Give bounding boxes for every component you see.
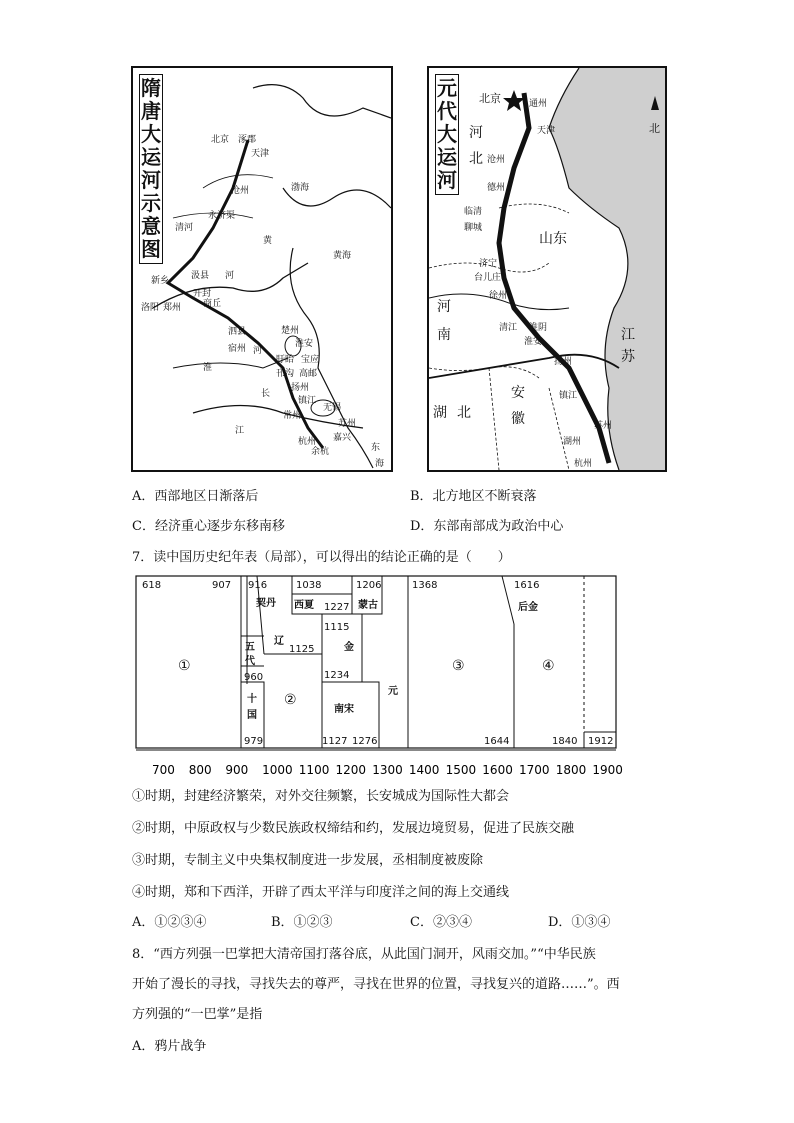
q6-option-c[interactable]: C．经济重心逐步东移南移 [132, 519, 285, 534]
map1-label: 渤海 [291, 183, 310, 193]
map1-label: 淮 [203, 363, 213, 373]
map2-label: 北京 [479, 92, 501, 105]
map1-label: 涿郡 [238, 135, 257, 145]
map1-label: 邗沟 [276, 369, 295, 379]
map2-label: 聊城 [464, 223, 483, 233]
map2-label: 南 [437, 327, 451, 343]
map1-label: 扬州 [291, 383, 310, 393]
q6-option-d[interactable]: D．东部南部成为政治中心 [410, 519, 564, 534]
map1-label: 长 [261, 389, 271, 399]
map2-label: 江 [621, 327, 635, 343]
map1-label: 黄 [263, 236, 273, 246]
q7-statement: ④时期，郑和下西洋，开辟了西太平洋与印度洋之间的海上交通线 [132, 885, 510, 900]
tl-label: 960 [244, 672, 264, 683]
period-3-label: ③ [452, 658, 465, 674]
map2-label: 徐州 [489, 291, 508, 301]
tl-label: 契丹 [256, 598, 276, 609]
map1-label: 淮安 [295, 339, 314, 349]
map1-label: 嘉兴 [333, 433, 352, 443]
tl-label: 五 [245, 642, 255, 653]
map1-label: 洛阳 [141, 303, 160, 313]
yuan-canal-map [427, 66, 667, 472]
period-2-label: ② [284, 692, 297, 708]
map2-label: 湖 [433, 405, 447, 421]
axis-tick-label: 1600 [482, 763, 513, 777]
axis-tick-label: 1400 [408, 763, 440, 777]
tl-label: 1644 [484, 736, 510, 747]
map1-label: 常州 [283, 411, 302, 421]
tl-label: 1125 [289, 644, 315, 655]
map1-label: 泗县 [228, 327, 247, 337]
map2-label: 天津 [537, 126, 556, 136]
tl-label: 1227 [324, 602, 350, 613]
q7-stem: 7．读中国历史纪年表（局部），可以得出的结论正确的是（ ） [132, 550, 511, 565]
sui-tang-map-drawing [133, 68, 391, 470]
map2-label: 台儿庄 [474, 273, 502, 283]
tl-label: 1206 [356, 580, 382, 591]
map2-label: 清江 [499, 323, 518, 333]
q7-option-a[interactable]: A．①②③④ [132, 915, 207, 930]
map1-label: 海 [375, 459, 385, 469]
tl-label: 1276 [352, 736, 378, 747]
q8-line1: 8．“西方列强一巴掌把大清帝国打落谷底，从此国门洞开，风雨交加。”“中华民族 [132, 947, 596, 962]
map1-label: 高邮 [299, 369, 318, 379]
axis-tick-label: 1100 [298, 763, 330, 777]
map1-label: 苏州 [338, 419, 357, 429]
map1-label: 永济渠 [208, 211, 236, 221]
tl-label: 1368 [412, 580, 438, 591]
axis-tick-label: 700 [152, 763, 175, 777]
tl-label: 618 [142, 580, 162, 591]
tl-label: 金 [344, 642, 354, 653]
tl-label: 907 [212, 580, 232, 591]
map2-label: 扬州 [554, 357, 573, 367]
axis-tick-label: 1800 [555, 763, 587, 777]
tl-label: 916 [248, 580, 268, 591]
tl-label: 十 [247, 694, 257, 705]
map1-label: 江 [235, 426, 245, 436]
map1-label: 商丘 [203, 299, 222, 309]
map2-label: 淮安 [524, 337, 543, 347]
map1-label: 沧州 [231, 186, 250, 196]
tl-label: 南宋 [334, 704, 354, 715]
q8-line3: 方列强的“一巴掌”是指 [132, 1007, 263, 1022]
map2-label: 临清 [464, 207, 483, 217]
sui-tang-canal-map [131, 66, 393, 472]
q6-option-b[interactable]: B．北方地区不断衰落 [410, 489, 537, 504]
q7-statement: ③时期，专制主义中央集权制度进一步发展，丞相制度被废除 [132, 853, 484, 868]
q6-option-a[interactable]: A．西部地区日渐落后 [132, 489, 259, 504]
tl-label: 后金 [518, 602, 538, 613]
map1-label: 黄海 [333, 251, 352, 261]
axis-tick-label: 1900 [592, 763, 623, 777]
map1-label: 楚州 [281, 326, 300, 336]
q7-option-b[interactable]: B．①②③ [271, 915, 333, 930]
axis-tick-label: 1200 [335, 763, 367, 777]
axis-tick-label: 1000 [262, 763, 293, 777]
axis-tick-label: 1300 [372, 763, 403, 777]
axis-tick-label: 800 [188, 763, 212, 777]
map1-label: 新乡 [151, 276, 170, 286]
map2-title: 元代大运河 [435, 74, 459, 195]
q7-option-c[interactable]: C．②③④ [410, 915, 472, 930]
map1-label: 天津 [251, 149, 270, 159]
map2-label: 河 [469, 125, 483, 141]
map2-label: 沧州 [487, 155, 506, 165]
map2-label: 安 [511, 385, 525, 401]
map1-title: 隋唐大运河示意图 [139, 74, 163, 264]
tl-label: 1234 [324, 670, 350, 681]
axis-tick-label: 900 [225, 763, 249, 777]
map2-label: 德州 [487, 183, 506, 193]
map2-label: 北 [469, 151, 483, 167]
map2-label: 淮阴 [529, 323, 548, 333]
tl-label: 元 [388, 686, 398, 697]
map1-label: 镇江 [298, 396, 317, 406]
q7-statement: ①时期，封建经济繁荣，对外交往频繁，长安城成为国际性大都会 [132, 789, 510, 804]
q7-statement: ②时期，中原政权与少数民族政权缔结和约，发展边境贸易，促进了民族交融 [132, 821, 575, 836]
map1-label: 东 [371, 443, 381, 453]
map2-label: 北 [457, 405, 471, 421]
map1-label: 余杭 [311, 447, 330, 457]
tl-label: 辽 [274, 636, 284, 647]
map1-label: 北京 [211, 135, 230, 145]
q8-option-a[interactable]: A．鸦片战争 [132, 1039, 207, 1054]
tl-label: 蒙古 [358, 600, 378, 611]
period-4-label: ④ [542, 658, 555, 674]
tl-label: 1616 [514, 580, 540, 591]
map2-label: 河 [437, 299, 451, 315]
period-1-label: ① [178, 658, 191, 674]
map2-label: 镇江 [559, 391, 578, 401]
map2-label: 徽 [511, 411, 525, 427]
map1-label: 河 [253, 346, 263, 356]
map2-label: 济宁 [479, 259, 498, 269]
map1-label: 宝应 [301, 355, 320, 365]
tl-label: 代 [245, 656, 255, 667]
map1-label: 无锡 [323, 403, 342, 413]
chronology-table [134, 574, 624, 779]
map1-label: 清河 [175, 223, 194, 233]
tl-label: 979 [244, 736, 264, 747]
map1-label: 汲县 [191, 271, 210, 281]
map2-label: 湖州 [563, 437, 582, 447]
q7-option-d[interactable]: D．①③④ [548, 915, 611, 930]
tl-label: 西夏 [294, 600, 314, 611]
map2-label: 杭州 [574, 459, 593, 469]
tl-label: 国 [247, 710, 257, 721]
map1-label: 郑州 [163, 303, 182, 313]
tl-label: 1127 [322, 736, 348, 747]
map1-label: 宿州 [228, 344, 247, 354]
map2-label: 通州 [529, 99, 548, 109]
axis-tick-label: 1500 [445, 763, 477, 777]
timeline-divider [502, 576, 514, 624]
map1-label: 开封 [193, 289, 212, 299]
axis-tick-label: 1700 [519, 763, 550, 777]
q8-line2: 开始了漫长的寻找，寻找失去的尊严，寻找在世界的位置，寻找复兴的道路……”。西 [132, 977, 620, 992]
map1-label: 河 [225, 271, 235, 281]
tl-label: 1038 [296, 580, 322, 591]
map1-label: 盱眙 [276, 355, 295, 365]
tl-label: 1115 [324, 622, 350, 633]
north-label: 北 [649, 122, 660, 135]
map1-label: 杭州 [298, 437, 317, 447]
map2-label: 苏 [621, 349, 635, 365]
tl-label: 1840 [552, 736, 578, 747]
map2-label: 山东 [539, 231, 567, 247]
tl-label: 1912 [588, 736, 614, 747]
map2-label: 苏州 [594, 421, 613, 431]
